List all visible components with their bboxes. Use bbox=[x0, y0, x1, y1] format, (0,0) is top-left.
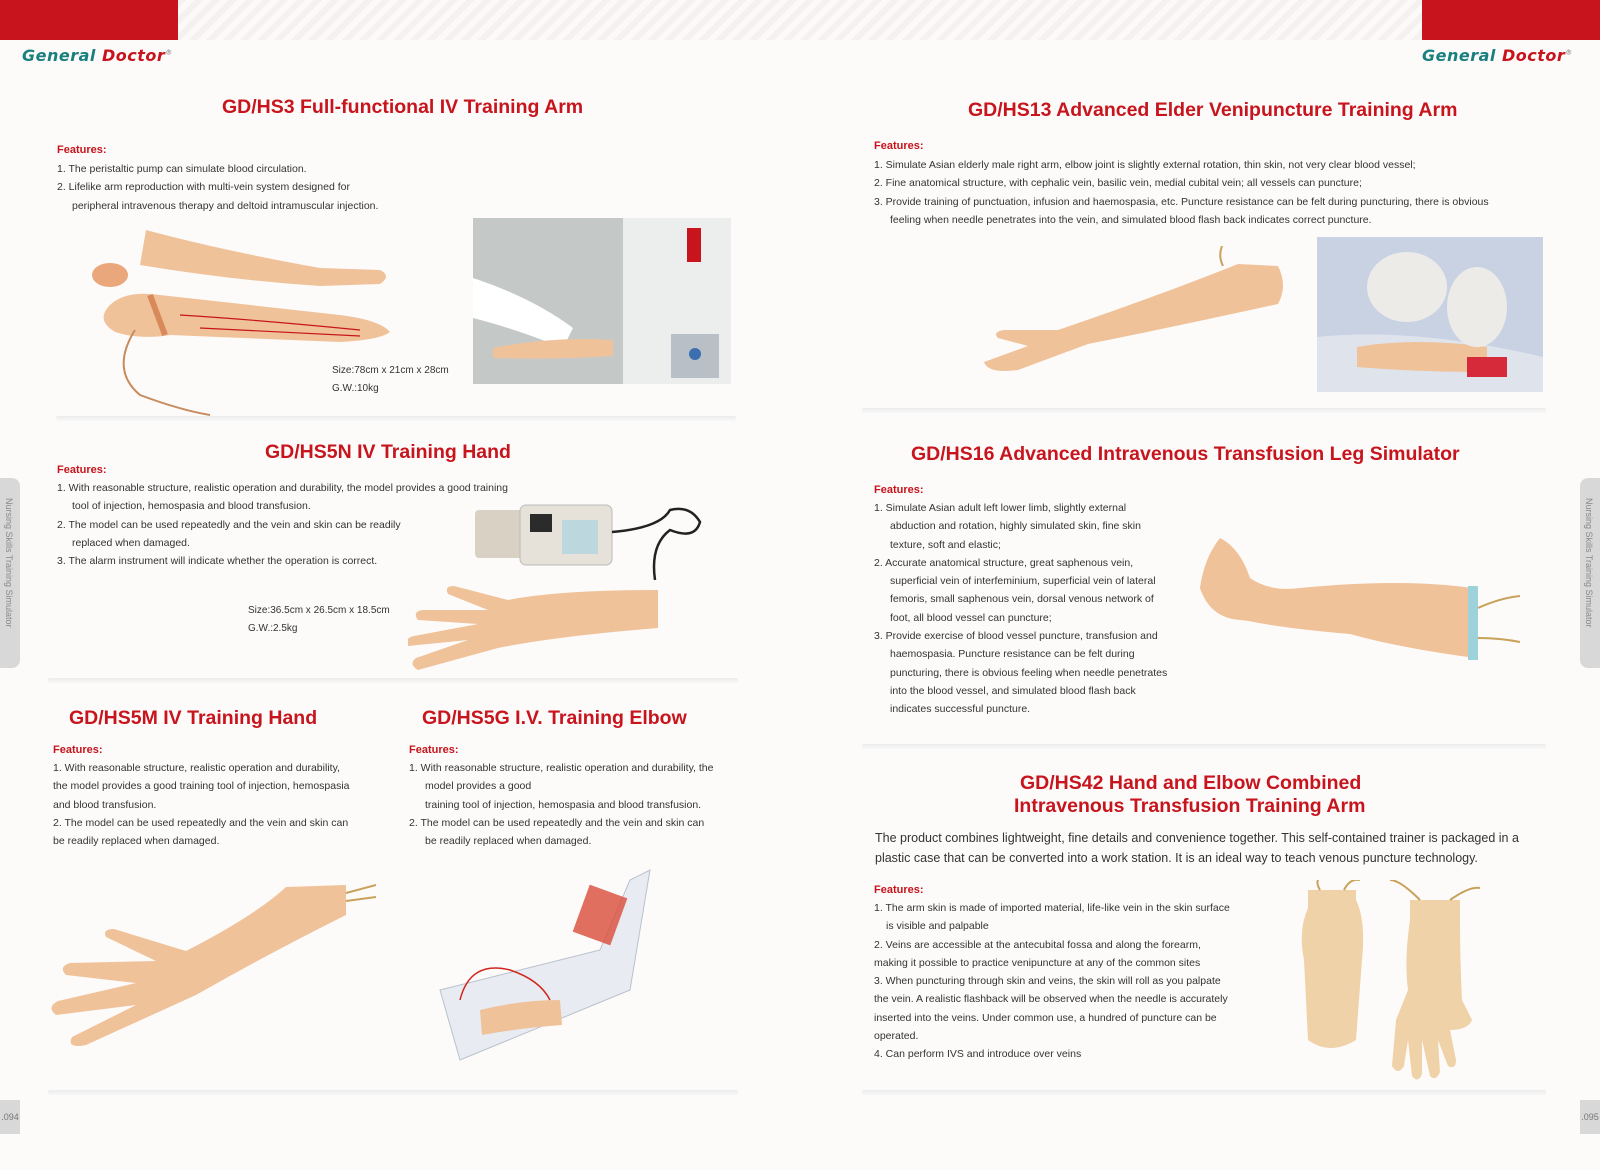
feature-item: texture, soft and elastic; bbox=[890, 538, 1001, 551]
hs42-feature-list bbox=[874, 899, 1274, 1064]
side-tab-label: Nursing Skills Training Simulator bbox=[4, 498, 14, 628]
feature-item: 2. The model can be used repeatedly and the vein and skin can be readily bbox=[57, 518, 401, 531]
hs3-title: GD/HS3 Full-functional IV Training Arm bbox=[222, 96, 584, 118]
feature-item: be readily replaced when damaged. bbox=[425, 835, 592, 848]
section-divider bbox=[48, 1090, 738, 1095]
hs3-features-label: Features: bbox=[57, 144, 107, 156]
feature-item: 1. With reasonable structure, realistic operation and durability, the bbox=[409, 762, 714, 774]
feature-item: the model provides a good training tool of injection, hemospasia bbox=[53, 780, 350, 793]
page-number-left: .094 bbox=[0, 1100, 20, 1134]
hs3-feature-list bbox=[57, 160, 477, 215]
hs5n-weight: G.W.:2.5kg bbox=[248, 623, 298, 634]
feature-item: peripheral intravenous therapy and deltoid intramuscular injection. bbox=[72, 199, 379, 212]
feature-item: 3. Provide exercise of blood vessel puncture, transfusion and bbox=[874, 630, 1158, 643]
feature-item: 1. With reasonable structure, realistic operation and durability, bbox=[53, 762, 340, 774]
brand-logo-left bbox=[22, 46, 173, 65]
header-bar-left bbox=[0, 0, 178, 40]
brand-word-doctor: Doctor bbox=[1501, 46, 1566, 65]
feature-item: 1. Simulate Asian elderly male right arm, elbow joint is slightly external rotation, thin skin, not very clear blood vessel; bbox=[874, 159, 1416, 171]
hs5m-feature-list bbox=[53, 759, 393, 850]
hs5m-title: GD/HS5M IV Training Hand bbox=[69, 707, 318, 729]
side-tab-right bbox=[1580, 478, 1600, 668]
header-bar-right bbox=[1422, 0, 1600, 40]
side-tab-label: Nursing Skills Training Simulator bbox=[1584, 498, 1594, 628]
hs5n-hand-image bbox=[408, 580, 668, 680]
hs5n-spec bbox=[248, 602, 390, 638]
hs13-title: GD/HS13 Advanced Elder Venipuncture Training Arm bbox=[968, 99, 1458, 121]
hs3-arm-image bbox=[80, 220, 410, 440]
feature-item: making it possible to practice venipuncture at any of the common sites bbox=[874, 956, 1201, 969]
hs5m-hand-image bbox=[46, 875, 376, 1055]
feature-item: 2. Fine anatomical structure, with cephalic vein, basilic vein, medial cubital vein; all vessels can puncture; bbox=[874, 177, 1362, 190]
feature-item: model provides a good bbox=[425, 780, 532, 793]
hs13-feature-list bbox=[874, 156, 1564, 229]
feature-item: the vein. A realistic flashback will be observed when the needle is accurately bbox=[874, 993, 1228, 1006]
brand-reg-mark: ® bbox=[165, 48, 173, 57]
header-stripe bbox=[178, 0, 1422, 40]
hs16-feature-list bbox=[874, 499, 1204, 719]
hs42-features-label: Features: bbox=[874, 884, 924, 896]
hs5g-title: GD/HS5G I.V. Training Elbow bbox=[422, 707, 687, 729]
section-divider bbox=[48, 678, 738, 683]
hs13-arm-image bbox=[978, 246, 1290, 376]
hs13-features-label: Features: bbox=[874, 140, 924, 152]
side-tab-left bbox=[0, 478, 20, 668]
page-number-right: .095 bbox=[1580, 1100, 1600, 1134]
feature-item: 3. When puncturing through skin and veins, the skin will roll as you palpate bbox=[874, 975, 1221, 988]
feature-item: is visible and palpable bbox=[886, 920, 989, 933]
feature-item: into the blood vessel, and simulated blood flash back bbox=[890, 684, 1136, 697]
feature-item: operated. bbox=[874, 1030, 919, 1043]
feature-item: inserted into the veins. Under common use, a hundred of puncture can be bbox=[874, 1011, 1217, 1024]
feature-item: 2. Veins are accessible at the antecubital fossa and along the forearm, bbox=[874, 938, 1201, 951]
brand-reg-mark: ® bbox=[1565, 48, 1573, 57]
hs3-photo bbox=[473, 218, 731, 384]
brand-word-general: General bbox=[1422, 46, 1496, 65]
brand-word-doctor: Doctor bbox=[101, 46, 166, 65]
hs5n-title: GD/HS5N IV Training Hand bbox=[265, 441, 511, 463]
feature-item: 2. The model can be used repeatedly and the vein and skin can bbox=[53, 816, 349, 829]
feature-item: 3. The alarm instrument will indicate whether the operation is correct. bbox=[57, 555, 378, 568]
feature-item: superficial vein of interfeminium, superficial vein of lateral bbox=[890, 575, 1156, 588]
hs5g-elbow-case-image bbox=[430, 850, 660, 1065]
section-divider bbox=[862, 744, 1546, 749]
feature-item: 2. Accurate anatomical structure, great saphenous vein, bbox=[874, 556, 1134, 569]
hs5g-features-label: Features: bbox=[409, 744, 459, 756]
hs42-title-line1: GD/HS42 Hand and Elbow Combined bbox=[1020, 772, 1362, 794]
hs42-intro-line2: plastic case that can be converted into a work station. It is an ideal way to teach venous puncture technology. bbox=[875, 851, 1478, 865]
hs3-size: Size:78cm x 21cm x 28cm bbox=[332, 365, 449, 376]
feature-item: tool of injection, hemospasia and blood transfusion. bbox=[72, 500, 311, 513]
hs42-intro-line1: The product combines lightweight, fine details and convenience together. This self-contained trainer is packaged in a bbox=[875, 831, 1519, 845]
brand-word-general: General bbox=[22, 46, 96, 65]
section-divider bbox=[862, 1090, 1546, 1095]
feature-item: 1. With reasonable structure, realistic operation and durability, the model provides a good training bbox=[57, 482, 508, 494]
feature-item: puncturing, there is obvious feeling when needle penetrates bbox=[890, 666, 1168, 679]
hs16-features-label: Features: bbox=[874, 484, 924, 496]
feature-item: haemospasia. Puncture resistance can be felt during bbox=[890, 648, 1135, 661]
feature-item: 1. The arm skin is made of imported material, life-like vein in the skin surface bbox=[874, 902, 1230, 914]
section-divider bbox=[56, 416, 736, 421]
feature-item: 3. Provide training of punctuation, infusion and haemospasia, etc. Puncture resistance can be felt during puncturing, there is obvious bbox=[874, 195, 1489, 208]
hs16-title: GD/HS16 Advanced Intravenous Transfusion Leg Simulator bbox=[911, 443, 1460, 465]
feature-item: 4. Can perform IVS and introduce over veins bbox=[874, 1048, 1082, 1061]
feature-item: foot, all blood vessel can puncture; bbox=[890, 611, 1052, 624]
feature-item: training tool of injection, hemospasia and blood transfusion. bbox=[425, 798, 702, 811]
hs42-hand-elbow-image bbox=[1300, 880, 1490, 1085]
section-divider bbox=[862, 408, 1546, 413]
hs5g-feature-list bbox=[409, 759, 749, 850]
feature-item: indicates successful puncture. bbox=[890, 703, 1031, 716]
hs42-title-line2: Intravenous Transfusion Training Arm bbox=[1014, 795, 1366, 817]
hs16-leg-image bbox=[1200, 538, 1550, 668]
feature-item: feeling when needle penetrates into the vein, and simulated blood flash back indicates correct puncture. bbox=[890, 213, 1372, 226]
hs42-intro bbox=[875, 828, 1565, 868]
feature-item: 1. The peristaltic pump can simulate blood circulation. bbox=[57, 163, 307, 175]
feature-item: femoris, small saphenous vein, dorsal venous network of bbox=[890, 593, 1154, 606]
hs13-photo bbox=[1317, 237, 1543, 392]
feature-item: replaced when damaged. bbox=[72, 536, 190, 549]
hs3-weight: G.W.:10kg bbox=[332, 383, 379, 394]
feature-item: abduction and rotation, highly simulated skin, fine skin bbox=[890, 520, 1141, 533]
feature-item: 1. Simulate Asian adult left lower limb, slightly external bbox=[874, 502, 1127, 514]
feature-item: 2. Lifelike arm reproduction with multi-vein system designed for bbox=[57, 181, 350, 194]
hs5n-size: Size:36.5cm x 26.5cm x 18.5cm bbox=[248, 605, 390, 616]
feature-item: and blood transfusion. bbox=[53, 798, 157, 811]
brand-logo-right bbox=[1422, 46, 1573, 65]
hs3-spec bbox=[332, 362, 449, 398]
feature-item: be readily replaced when damaged. bbox=[53, 835, 220, 848]
alarm-instrument-icon bbox=[470, 500, 730, 580]
hs5m-features-label: Features: bbox=[53, 744, 103, 756]
hs5n-features-label: Features: bbox=[57, 464, 107, 476]
feature-item: 2. The model can be used repeatedly and the vein and skin can bbox=[409, 816, 705, 829]
